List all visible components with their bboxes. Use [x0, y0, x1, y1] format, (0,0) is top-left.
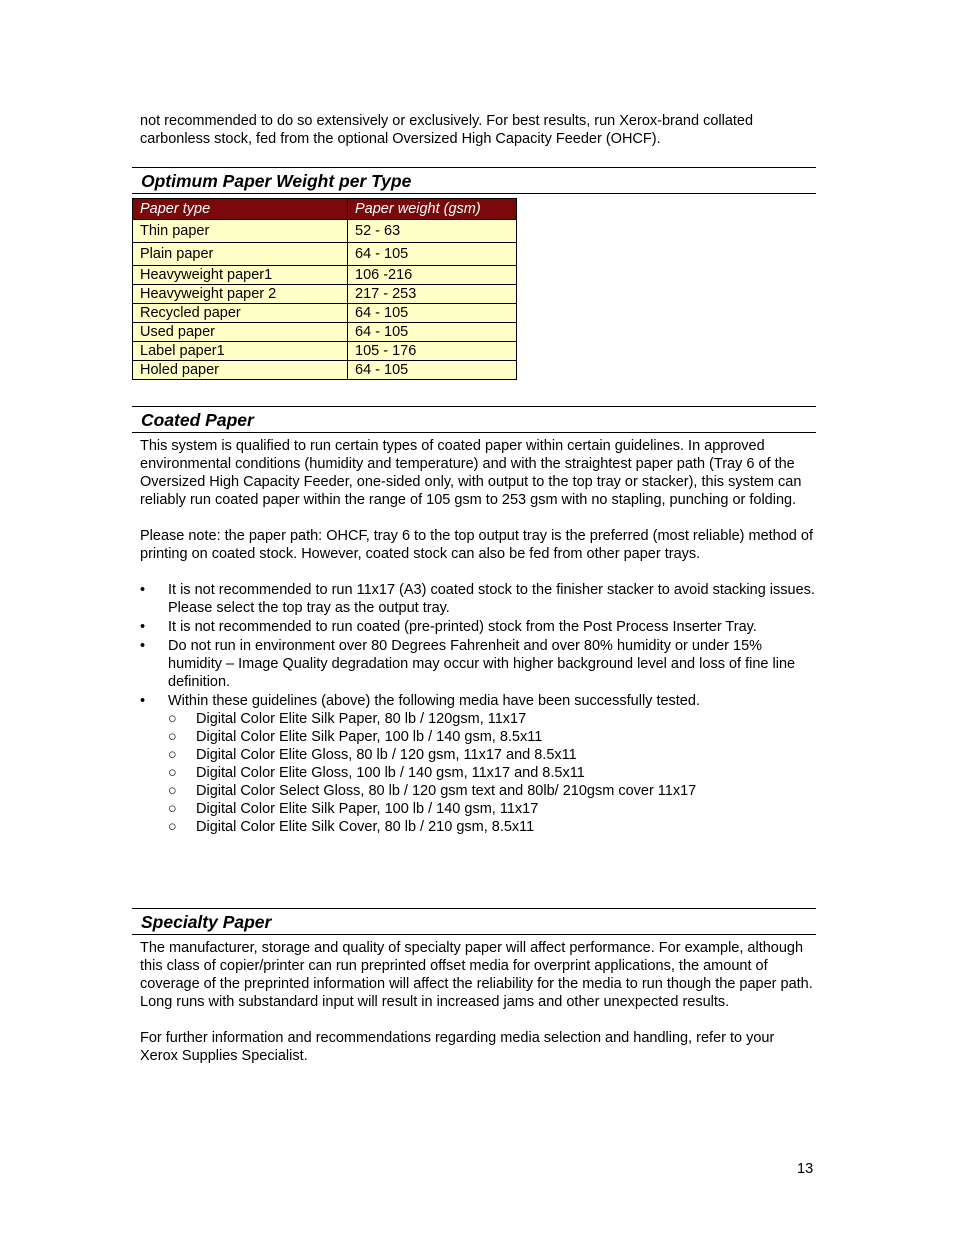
coated-paragraph-1: This system is qualified to run certain types of coated paper within certain guidelines. In approved environmental conditions (humidity and temperature) and with the straightest paper path (Tray 6 of the Oversized High Capacity Feeder, one-sided only, with output to the top tray or stacker), this system can reliably run coated paper within the range of 105 gsm to 253 gsm with no stapling, punching or folding. [140, 438, 802, 508]
tested-media-item [168, 818, 816, 836]
table-cell-type: Recycled paper [133, 304, 348, 323]
table-row [133, 361, 517, 380]
tested-media-text: Digital Color Elite Gloss, 80 lb / 120 gsm, 11x17 and 8.5x11 [196, 747, 577, 763]
paper-weight-table [132, 198, 517, 380]
table-cell-type: Label paper1 [133, 342, 348, 361]
section-heading-specialty-paper: Specialty Paper [132, 908, 816, 935]
table-row [133, 304, 517, 323]
coated-paper-body [140, 437, 816, 837]
tested-media-text: Digital Color Elite Silk Cover, 80 lb / 210 gsm, 8.5x11 [196, 819, 535, 835]
list-item [140, 637, 816, 691]
circle-bullet-icon: ○ [168, 765, 177, 781]
circle-bullet-icon: ○ [168, 819, 177, 835]
table-cell-weight: 64 - 105 [348, 323, 517, 342]
table-cell-type: Used paper [133, 323, 348, 342]
bullet-icon: • [140, 619, 146, 635]
list-item-text: It is not recommended to run 11x17 (A3) coated stock to the finisher stacker to avoid stacking issues. Please select the top tray as the output tray. [168, 582, 815, 616]
bullet-icon: • [140, 582, 146, 598]
circle-bullet-icon: ○ [168, 711, 177, 727]
section-heading-paper-weight: Optimum Paper Weight per Type [132, 167, 816, 194]
tested-media-item [168, 746, 816, 764]
tested-media-list [168, 710, 816, 836]
table-row [133, 285, 517, 304]
circle-bullet-icon: ○ [168, 801, 177, 817]
table-cell-weight: 106 -216 [348, 266, 517, 285]
list-item-text: Do not run in environment over 80 Degrees Fahrenheit and over 80% humidity or under 15% humidity – Image Quality degradation may occur with higher background level and loss of fine line definition. [168, 638, 796, 690]
list-item [140, 618, 816, 636]
table-row [133, 220, 517, 243]
table-header-paper-weight: Paper weight (gsm) [348, 199, 517, 220]
table-cell-type: Thin paper [133, 220, 348, 243]
list-item [140, 692, 816, 836]
coated-paragraph-2: Please note: the paper path: OHCF, tray 6 to the top output tray is the preferred (most reliable) method of printing on coated stock. However, coated stock can also be fed from other paper trays. [140, 528, 813, 562]
specialty-paper-body [140, 939, 816, 1065]
table-row [133, 342, 517, 361]
table-cell-weight: 64 - 105 [348, 243, 517, 266]
intro-paragraph: not recommended to do so extensively or exclusively. For best results, run Xerox-brand collated carbonless stock, fed from the optional Oversized High Capacity Feeder (OHCF). [140, 113, 754, 147]
tested-media-item [168, 800, 816, 818]
table-row [133, 323, 517, 342]
table-cell-type: Holed paper [133, 361, 348, 380]
tested-media-item [168, 710, 816, 728]
specialty-paragraph-1: The manufacturer, storage and quality of specialty paper will affect performance. For example, although this class of copier/printer can run preprinted offset media for overprint applications, the amount of coverage of the preprinted information will affect the reliability for the media to run though the paper path. Long runs with substandard input will result in increased jams and other unexpected results. [140, 940, 813, 1010]
page-number: 13 [797, 1161, 814, 1177]
circle-bullet-icon: ○ [168, 729, 177, 745]
table-cell-weight: 217 - 253 [348, 285, 517, 304]
tested-media-text: Digital Color Elite Silk Paper, 100 lb / 140 gsm, 8.5x11 [196, 729, 543, 745]
section-heading-coated-paper: Coated Paper [132, 406, 816, 433]
table-cell-weight: 105 - 176 [348, 342, 517, 361]
tested-media-item [168, 728, 816, 746]
tested-media-text: Digital Color Elite Silk Paper, 100 lb / 140 gsm, 11x17 [196, 801, 539, 817]
tested-media-text: Digital Color Select Gloss, 80 lb / 120 gsm text and 80lb/ 210gsm cover 11x17 [196, 783, 697, 799]
circle-bullet-icon: ○ [168, 747, 177, 763]
table-cell-weight: 64 - 105 [348, 304, 517, 323]
tested-media-text: Digital Color Elite Gloss, 100 lb / 140 gsm, 11x17 and 8.5x11 [196, 765, 585, 781]
table-cell-type: Heavyweight paper 2 [133, 285, 348, 304]
table-row [133, 266, 517, 285]
table-cell-weight: 64 - 105 [348, 361, 517, 380]
bullet-icon: • [140, 693, 146, 709]
bullet-icon: • [140, 638, 146, 654]
table-header-paper-type: Paper type [133, 199, 348, 220]
tested-media-item [168, 764, 816, 782]
circle-bullet-icon: ○ [168, 783, 177, 799]
specialty-paragraph-2: For further information and recommendations regarding media selection and handling, refer to your Xerox Supplies Specialist. [140, 1030, 775, 1064]
table-row [133, 243, 517, 266]
table-cell-type: Heavyweight paper1 [133, 266, 348, 285]
list-item [140, 581, 816, 617]
tested-media-text: Digital Color Elite Silk Paper, 80 lb / 120gsm, 11x17 [196, 711, 527, 727]
table-cell-type: Plain paper [133, 243, 348, 266]
list-item-text: Within these guidelines (above) the following media have been successfully tested. [168, 693, 700, 709]
tested-media-item [168, 782, 816, 800]
table-header-row [133, 199, 517, 220]
coated-guidelines-list [140, 581, 816, 836]
list-item-text: It is not recommended to run coated (pre-printed) stock from the Post Process Inserter Tray. [168, 619, 757, 635]
table-cell-weight: 52 - 63 [348, 220, 517, 243]
